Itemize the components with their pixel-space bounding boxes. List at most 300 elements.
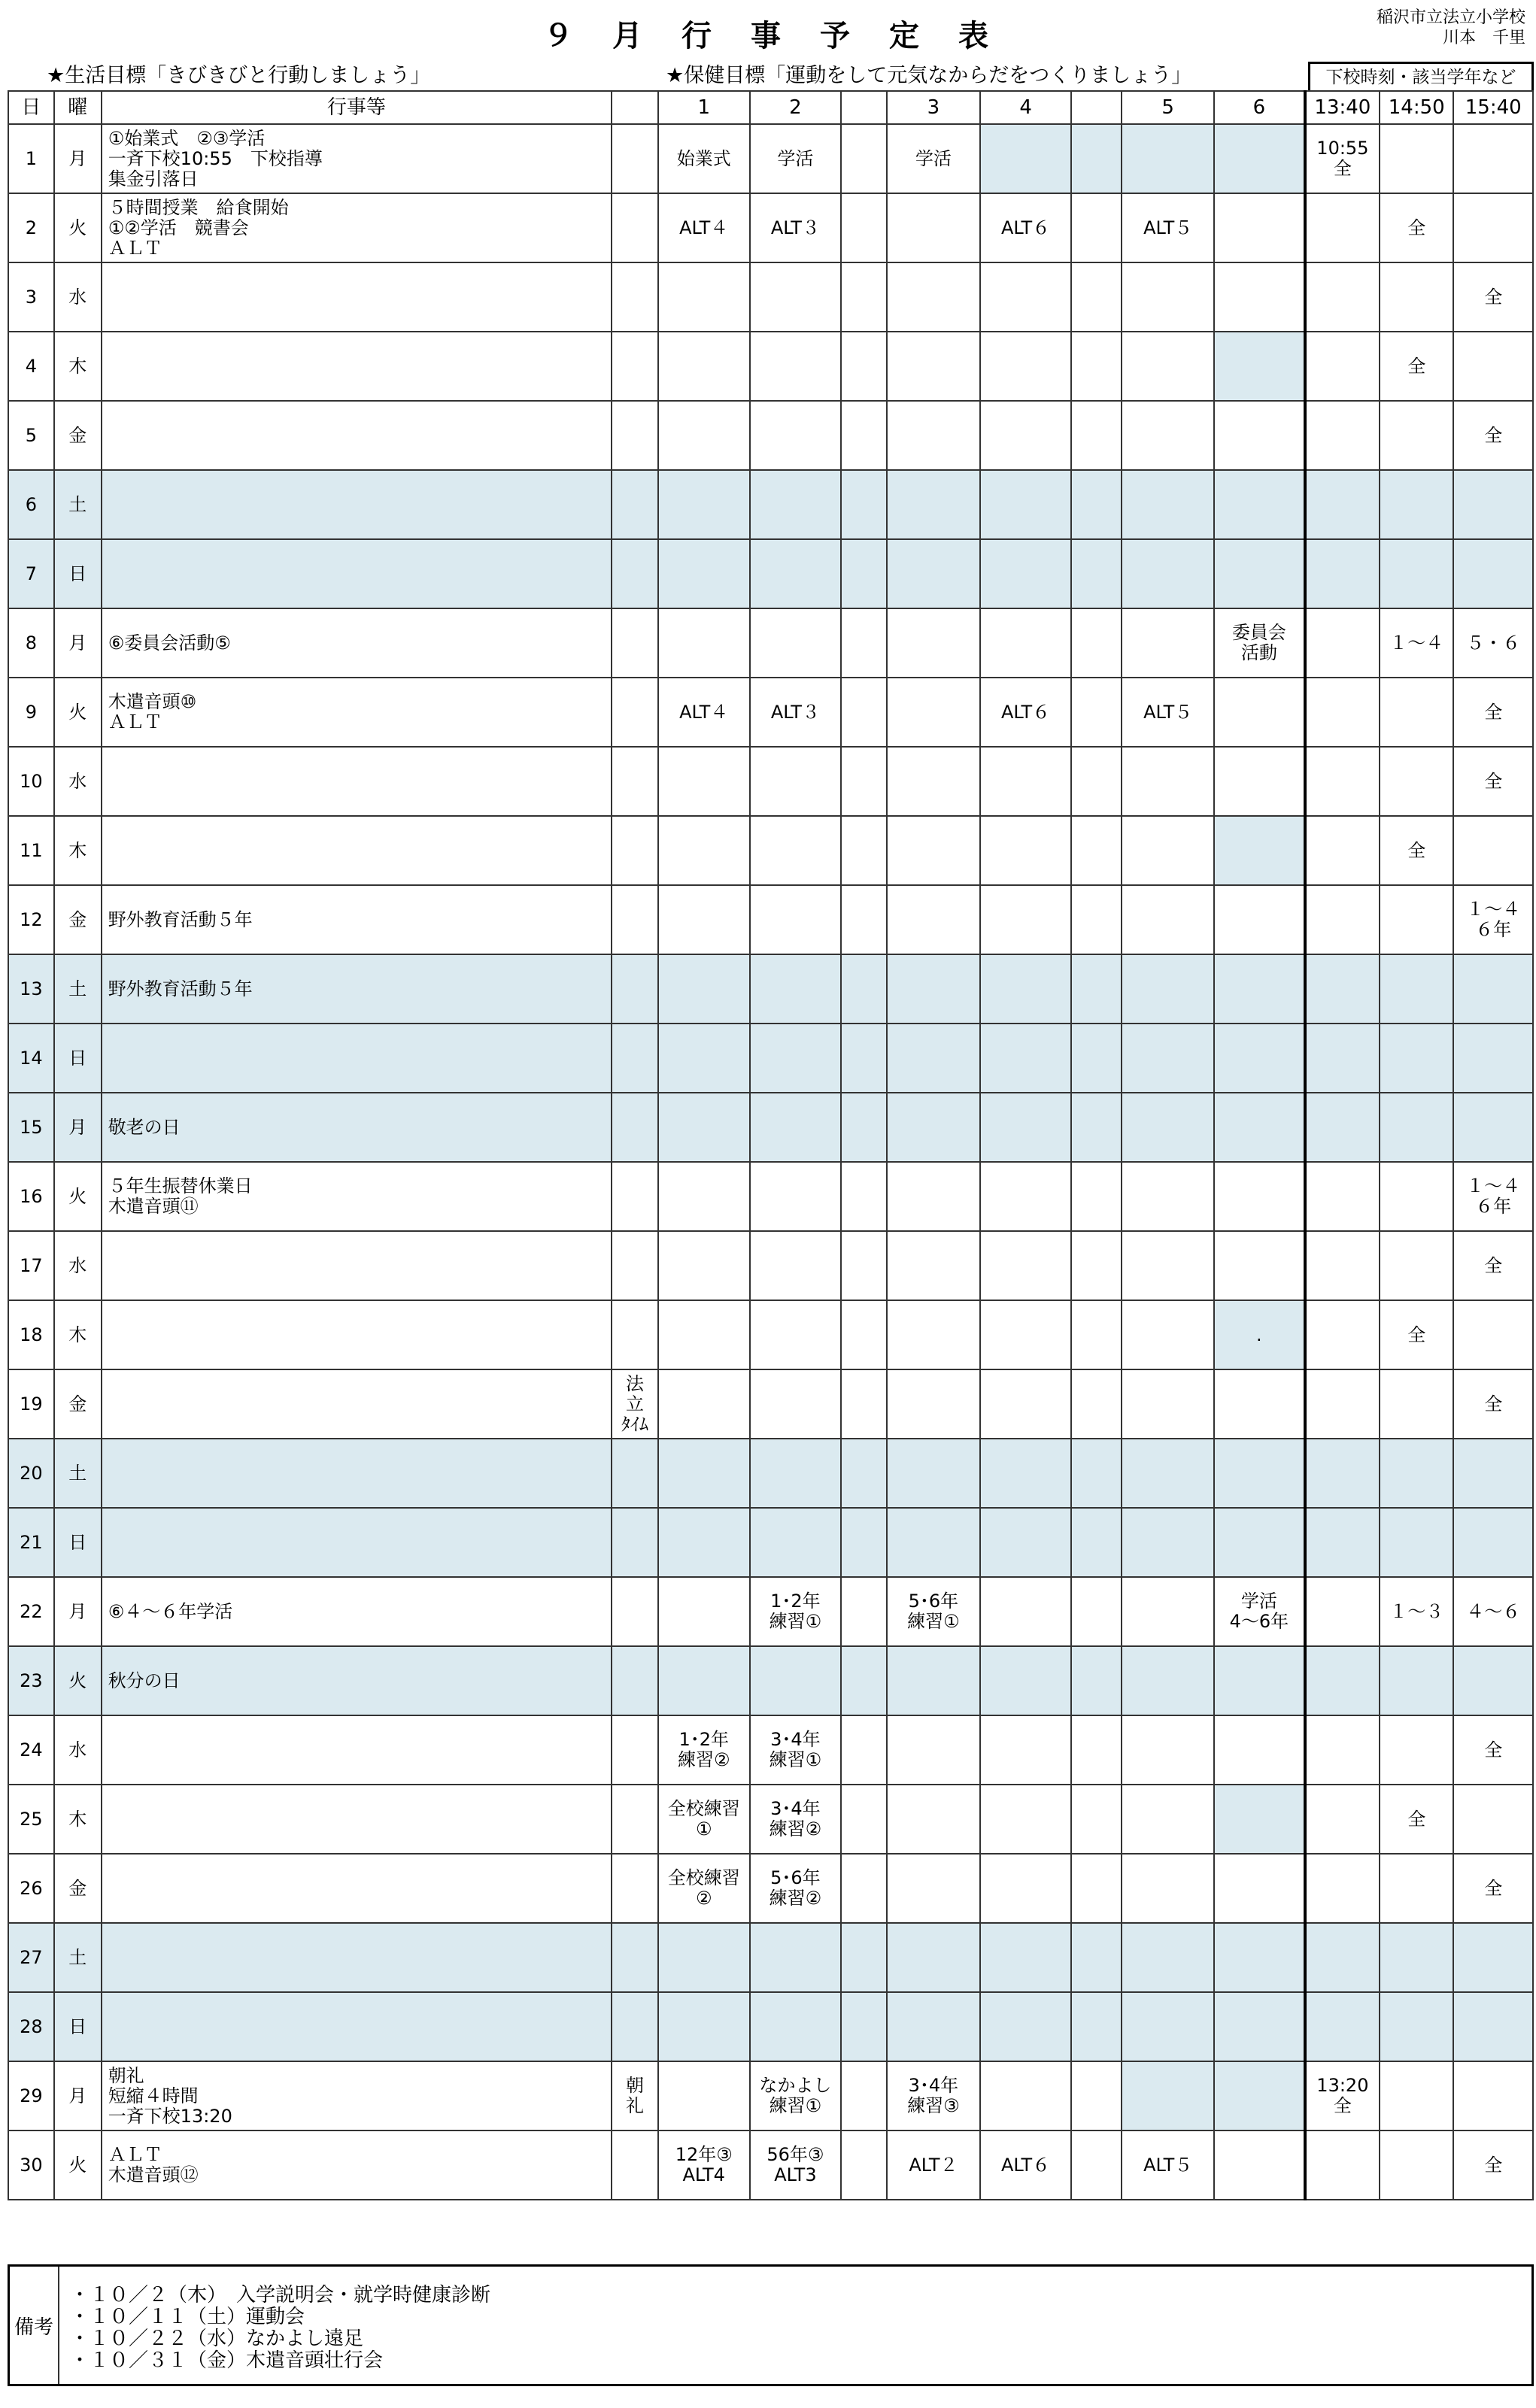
period-4-cell (980, 539, 1072, 608)
event-cell: ＡＬＴ 木遣音頭⑫ (102, 2131, 612, 2200)
health-goal: ★保健目標「運動をして元気なからだをつくりましょう」 (666, 64, 1192, 87)
period-6-cell (1214, 2131, 1305, 2200)
period-1-cell (658, 1231, 750, 1300)
period-5-cell (1122, 1577, 1214, 1646)
period-3-cell (887, 1508, 980, 1577)
period-2-cell (750, 1093, 842, 1162)
dismissal-time-cell (1380, 1369, 1453, 1439)
period-2-cell: なかよし 練習① (750, 2061, 842, 2131)
dismissal-time-cell (1380, 1923, 1453, 1992)
weekday-cell: 日 (54, 1508, 102, 1577)
dismissal-time-cell: 全 (1453, 1369, 1533, 1439)
period-4-cell (980, 1785, 1072, 1854)
period-6-cell (1214, 124, 1305, 193)
period-4-cell (980, 2061, 1072, 2131)
schedule-row (8, 1162, 1533, 1231)
dismissal-time-cell: 全 (1453, 678, 1533, 747)
day-cell: 21 (8, 1508, 54, 1577)
extra-cell (612, 470, 658, 539)
period-4-cell (980, 1300, 1072, 1369)
period-4-cell (980, 885, 1072, 954)
period-1-cell (658, 262, 750, 332)
period-3-cell (887, 1369, 980, 1439)
event-cell: 敬老の日 (102, 1093, 612, 1162)
extra-cell (612, 1231, 658, 1300)
extra-cell (612, 885, 658, 954)
weekday-cell: 火 (54, 1646, 102, 1715)
period-2-cell (750, 1646, 842, 1715)
event-cell (102, 1785, 612, 1854)
period-gap-a-cell (841, 1992, 887, 2061)
dismissal-time-cell: 全 (1380, 1300, 1453, 1369)
header-time: 14:50 (1380, 91, 1453, 124)
header-row (8, 91, 1533, 124)
period-4-cell (980, 1715, 1072, 1785)
dismissal-time-cell (1305, 1300, 1380, 1369)
period-3-cell (887, 678, 980, 747)
dismissal-time-cell: 全 (1453, 1231, 1533, 1300)
period-3-cell (887, 1439, 980, 1508)
period-5-cell: ALT５ (1122, 193, 1214, 262)
period-1-cell (658, 332, 750, 401)
extra-cell (612, 1854, 658, 1923)
period-2-cell (750, 816, 842, 885)
event-cell (102, 1923, 612, 1992)
period-2-cell (750, 1992, 842, 2061)
note-item: ・１０／１１（土）運動会 (70, 2306, 305, 2328)
period-3-cell (887, 1093, 980, 1162)
period-5-cell (1122, 1923, 1214, 1992)
notes-section (8, 2264, 1534, 2386)
period-4-cell (980, 1231, 1072, 1300)
dismissal-time-cell (1305, 816, 1380, 885)
extra-cell (612, 1646, 658, 1715)
period-3-cell (887, 539, 980, 608)
period-6-cell: . (1214, 1300, 1305, 1369)
period-gap-b-cell (1071, 401, 1122, 470)
period-3-cell (887, 1646, 980, 1715)
header-period: 2 (750, 91, 842, 124)
weekday-cell: 日 (54, 1992, 102, 2061)
dismissal-time-cell (1380, 262, 1453, 332)
schedule-row (8, 1646, 1533, 1715)
dismissal-time-cell (1453, 332, 1533, 401)
event-cell: 木遣音頭⑩ ＡＬＴ (102, 678, 612, 747)
notes-list (70, 2285, 490, 2372)
period-1-cell (658, 747, 750, 816)
period-2-cell (750, 1369, 842, 1439)
dismissal-time-cell: １～４ ６年 (1453, 885, 1533, 954)
dismissal-time-cell: 全 (1453, 2131, 1533, 2200)
period-gap-a-cell (841, 262, 887, 332)
period-2-cell (750, 1300, 842, 1369)
event-cell (102, 1231, 612, 1300)
period-gap-a-cell (841, 1300, 887, 1369)
period-6-cell: 学活 4～6年 (1214, 1577, 1305, 1646)
period-3-cell (887, 332, 980, 401)
period-gap-a-cell (841, 747, 887, 816)
schedule-row (8, 2131, 1533, 2200)
dismissal-time-cell (1453, 1024, 1533, 1093)
period-4-cell (980, 747, 1072, 816)
dismissal-time-cell: 全 (1380, 332, 1453, 401)
extra-cell: 法 立 ﾀｲﾑ (612, 1369, 658, 1439)
period-1-cell (658, 1508, 750, 1577)
dismissal-time-cell (1453, 1992, 1533, 2061)
period-6-cell (1214, 193, 1305, 262)
period-6-cell (1214, 470, 1305, 539)
period-2-cell: 学活 (750, 124, 842, 193)
period-5-cell (1122, 1231, 1214, 1300)
period-gap-b-cell (1071, 1854, 1122, 1923)
period-gap-b-cell (1071, 1646, 1122, 1715)
period-5-cell (1122, 747, 1214, 816)
period-2-cell (750, 1923, 842, 1992)
period-5-cell: ALT５ (1122, 678, 1214, 747)
period-5-cell (1122, 401, 1214, 470)
period-1-cell (658, 1093, 750, 1162)
period-gap-b-cell (1071, 1923, 1122, 1992)
period-5-cell (1122, 1785, 1214, 1854)
extra-cell (612, 608, 658, 678)
dismissal-time-cell: 全 (1453, 747, 1533, 816)
period-gap-a-cell (841, 678, 887, 747)
dismissal-time-cell (1305, 885, 1380, 954)
period-2-cell: 56年③ ALT3 (750, 2131, 842, 2200)
weekday-cell: 土 (54, 470, 102, 539)
schedule-row (8, 678, 1533, 747)
dismissal-time-cell (1305, 193, 1380, 262)
period-1-cell (658, 816, 750, 885)
schedule-row (8, 1992, 1533, 2061)
period-5-cell (1122, 2061, 1214, 2131)
day-cell: 1 (8, 124, 54, 193)
period-1-cell: 12年③ ALT4 (658, 2131, 750, 2200)
dismissal-time-cell (1453, 539, 1533, 608)
dismissal-time-cell (1380, 470, 1453, 539)
extra-cell (612, 193, 658, 262)
period-3-cell (887, 1785, 980, 1854)
period-3-cell: 学活 (887, 124, 980, 193)
header-period: 3 (887, 91, 980, 124)
extra-cell (612, 1508, 658, 1577)
period-4-cell (980, 1923, 1072, 1992)
dismissal-time-cell (1380, 124, 1453, 193)
day-cell: 7 (8, 539, 54, 608)
period-2-cell (750, 1231, 842, 1300)
period-5-cell (1122, 885, 1214, 954)
period-3-cell: 3･4年 練習③ (887, 2061, 980, 2131)
dismissal-time-cell (1453, 470, 1533, 539)
period-6-cell (1214, 816, 1305, 885)
event-cell (102, 1715, 612, 1785)
weekday-cell: 土 (54, 954, 102, 1024)
schedule-row (8, 1577, 1533, 1646)
dismissal-time-cell (1380, 885, 1453, 954)
schedule-row (8, 885, 1533, 954)
dismissal-time-cell (1305, 262, 1380, 332)
author-name: 川本 千里 (1442, 29, 1525, 47)
period-3-cell (887, 1024, 980, 1093)
period-gap-b-cell (1071, 470, 1122, 539)
period-3-cell (887, 954, 980, 1024)
day-cell: 16 (8, 1162, 54, 1231)
period-gap-a-cell (841, 1231, 887, 1300)
schedule-row (8, 1300, 1533, 1369)
period-gap-b-cell (1071, 2131, 1122, 2200)
dismissal-time-cell (1453, 1439, 1533, 1508)
event-cell (102, 1992, 612, 2061)
period-5-cell (1122, 1992, 1214, 2061)
period-gap-b-cell (1071, 954, 1122, 1024)
period-gap-b-cell (1071, 1439, 1122, 1508)
period-3-cell (887, 608, 980, 678)
period-4-cell (980, 470, 1072, 539)
dismissal-time-cell (1305, 1577, 1380, 1646)
day-cell: 30 (8, 2131, 54, 2200)
dismissal-time-cell (1453, 954, 1533, 1024)
weekday-cell: 日 (54, 1024, 102, 1093)
period-3-cell (887, 1715, 980, 1785)
dismissal-time-cell (1453, 1923, 1533, 1992)
dismissal-time-cell (1380, 539, 1453, 608)
period-2-cell: ALT３ (750, 678, 842, 747)
period-gap-a-cell (841, 2061, 887, 2131)
period-1-cell: ALT４ (658, 193, 750, 262)
weekday-cell: 金 (54, 1369, 102, 1439)
dismissal-time-cell (1380, 1024, 1453, 1093)
period-gap-a-cell (841, 332, 887, 401)
extra-cell (612, 1300, 658, 1369)
dismissal-time-cell (1305, 1508, 1380, 1577)
dismissal-time-cell (1380, 1854, 1453, 1923)
period-1-cell (658, 2061, 750, 2131)
period-6-cell (1214, 262, 1305, 332)
day-cell: 25 (8, 1785, 54, 1854)
dismissal-time-cell: 全 (1453, 1854, 1533, 1923)
dismissal-time-cell (1380, 747, 1453, 816)
weekday-cell: 木 (54, 1785, 102, 1854)
period-6-cell (1214, 1439, 1305, 1508)
period-5-cell (1122, 1024, 1214, 1093)
period-gap-b-cell (1071, 1024, 1122, 1093)
period-4-cell: ALT６ (980, 193, 1072, 262)
dismissal-time-cell (1380, 954, 1453, 1024)
dismissal-time-cell (1305, 1854, 1380, 1923)
period-gap-a-cell (841, 1508, 887, 1577)
life-goal: ★生活目標「きびきびと行動しましょう」 (47, 64, 431, 87)
day-cell: 14 (8, 1024, 54, 1093)
period-gap-b-cell (1071, 678, 1122, 747)
schedule-row (8, 470, 1533, 539)
schedule-row (8, 1715, 1533, 1785)
period-gap-a-cell (841, 885, 887, 954)
header-period (841, 91, 887, 124)
event-cell: ①始業式 ②③学活 一斉下校10:55 下校指導 集金引落日 (102, 124, 612, 193)
dismissal-time-cell (1380, 1231, 1453, 1300)
school-name: 稲沢市立法立小学校 (1376, 8, 1525, 27)
weekday-cell: 月 (54, 2061, 102, 2131)
schedule-row (8, 1231, 1533, 1300)
period-2-cell (750, 539, 842, 608)
period-6-cell (1214, 1992, 1305, 2061)
dismissal-time-cell (1453, 193, 1533, 262)
period-gap-b-cell (1071, 1577, 1122, 1646)
period-gap-a-cell (841, 1923, 887, 1992)
weekday-cell: 月 (54, 1093, 102, 1162)
period-5-cell (1122, 1508, 1214, 1577)
dismissal-time-cell: １～３ (1380, 1577, 1453, 1646)
period-gap-b-cell (1071, 193, 1122, 262)
period-gap-b-cell (1071, 816, 1122, 885)
period-4-cell (980, 262, 1072, 332)
period-6-cell (1214, 539, 1305, 608)
period-2-cell (750, 401, 842, 470)
period-gap-b-cell (1071, 1093, 1122, 1162)
dismissal-time-cell (1305, 1231, 1380, 1300)
period-gap-a-cell (841, 1577, 887, 1646)
period-6-cell (1214, 1508, 1305, 1577)
dismissal-time-cell (1305, 539, 1380, 608)
period-3-cell (887, 1300, 980, 1369)
dismissal-time-cell (1380, 678, 1453, 747)
period-4-cell (980, 401, 1072, 470)
weekday-cell: 水 (54, 1715, 102, 1785)
event-cell: 野外教育活動５年 (102, 885, 612, 954)
period-gap-b-cell (1071, 1369, 1122, 1439)
period-6-cell: 委員会 活動 (1214, 608, 1305, 678)
period-6-cell (1214, 1093, 1305, 1162)
event-cell: ⑥４～６年学活 (102, 1577, 612, 1646)
period-gap-a-cell (841, 1646, 887, 1715)
period-gap-b-cell (1071, 1992, 1122, 2061)
period-gap-b-cell (1071, 262, 1122, 332)
dismissal-time-cell: 全 (1453, 262, 1533, 332)
period-4-cell (980, 1646, 1072, 1715)
extra-cell (612, 332, 658, 401)
note-item: ・１０／３１（金）木遣音頭壮行会 (70, 2349, 384, 2372)
period-gap-b-cell (1071, 332, 1122, 401)
period-2-cell (750, 1439, 842, 1508)
period-2-cell (750, 470, 842, 539)
period-3-cell (887, 747, 980, 816)
period-6-cell (1214, 332, 1305, 401)
period-gap-b-cell (1071, 1231, 1122, 1300)
schedule-row (8, 954, 1533, 1024)
period-4-cell (980, 332, 1072, 401)
period-5-cell (1122, 539, 1214, 608)
day-cell: 5 (8, 401, 54, 470)
dismissal-time-cell (1453, 1785, 1533, 1854)
period-2-cell (750, 954, 842, 1024)
period-gap-a-cell (841, 2131, 887, 2200)
event-cell (102, 470, 612, 539)
weekday-cell: 水 (54, 1231, 102, 1300)
period-6-cell (1214, 1785, 1305, 1854)
event-cell (102, 262, 612, 332)
header-time: 15:40 (1453, 91, 1533, 124)
dismissal-time-cell (1453, 2061, 1533, 2131)
period-gap-a-cell (841, 816, 887, 885)
period-1-cell (658, 1923, 750, 1992)
day-cell: 28 (8, 1992, 54, 2061)
period-2-cell: 3･4年 練習② (750, 1785, 842, 1854)
day-cell: 8 (8, 608, 54, 678)
dismissal-time-cell (1453, 1093, 1533, 1162)
extra-cell (612, 1093, 658, 1162)
extra-cell (612, 1923, 658, 1992)
dismissal-time-cell: １～４ (1380, 608, 1453, 678)
period-4-cell (980, 1508, 1072, 1577)
extra-cell (612, 2131, 658, 2200)
period-4-cell (980, 1854, 1072, 1923)
dismissal-time-cell (1453, 816, 1533, 885)
dismissal-time-cell: ４～６ (1453, 1577, 1533, 1646)
day-cell: 27 (8, 1923, 54, 1992)
event-cell (102, 332, 612, 401)
header-weekday: 曜 (54, 91, 102, 124)
period-gap-b-cell (1071, 1300, 1122, 1369)
period-4-cell (980, 816, 1072, 885)
period-4-cell (980, 1369, 1072, 1439)
dismissal-time-cell (1305, 1024, 1380, 1093)
period-1-cell: 1･2年 練習② (658, 1715, 750, 1785)
event-cell (102, 1854, 612, 1923)
period-2-cell: 5･6年 練習② (750, 1854, 842, 1923)
period-5-cell (1122, 1369, 1214, 1439)
period-gap-b-cell (1071, 608, 1122, 678)
period-5-cell (1122, 1854, 1214, 1923)
period-4-cell (980, 124, 1072, 193)
dismissal-time-cell: 13:20 全 (1305, 2061, 1380, 2131)
note-item: ・１０／２（木） 入学説明会・就学時健康診断 (70, 2284, 491, 2306)
period-1-cell (658, 1646, 750, 1715)
header-period (1071, 91, 1122, 124)
weekday-cell: 火 (54, 1162, 102, 1231)
period-gap-b-cell (1071, 539, 1122, 608)
school-info (1377, 8, 1525, 48)
dismissal-time-cell (1305, 332, 1380, 401)
dismissal-time-cell: 全 (1380, 1785, 1453, 1854)
header-day: 日 (8, 91, 54, 124)
period-6-cell (1214, 1369, 1305, 1439)
day-cell: 19 (8, 1369, 54, 1439)
event-cell: 野外教育活動５年 (102, 954, 612, 1024)
dismissal-time-cell (1305, 1785, 1380, 1854)
event-cell (102, 1024, 612, 1093)
period-5-cell (1122, 1093, 1214, 1162)
period-gap-a-cell (841, 1369, 887, 1439)
period-gap-b-cell (1071, 1508, 1122, 1577)
event-cell: 朝礼 短縮４時間 一斉下校13:20 (102, 2061, 612, 2131)
day-cell: 20 (8, 1439, 54, 1508)
period-gap-a-cell (841, 1785, 887, 1854)
extra-cell (612, 1992, 658, 2061)
weekday-cell: 水 (54, 262, 102, 332)
schedule-row (8, 816, 1533, 885)
period-6-cell (1214, 747, 1305, 816)
period-2-cell (750, 1508, 842, 1577)
period-4-cell (980, 1093, 1072, 1162)
dismissal-time-cell (1305, 1093, 1380, 1162)
period-1-cell (658, 401, 750, 470)
period-6-cell (1214, 1646, 1305, 1715)
period-1-cell (658, 1439, 750, 1508)
dismissal-time-cell (1305, 1715, 1380, 1785)
period-1-cell (658, 1300, 750, 1369)
day-cell: 23 (8, 1646, 54, 1715)
period-4-cell (980, 1162, 1072, 1231)
